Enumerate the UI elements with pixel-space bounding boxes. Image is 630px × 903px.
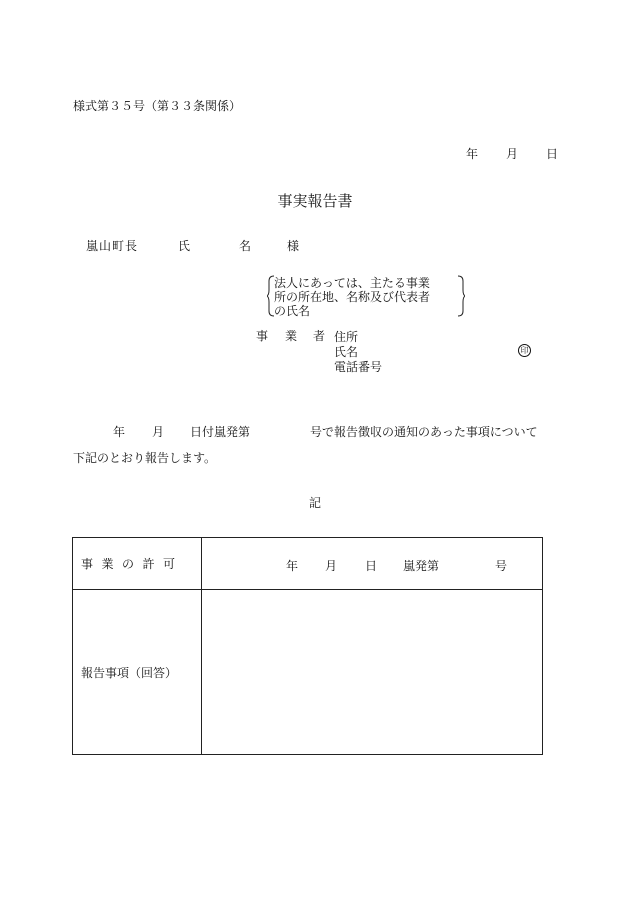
ki-heading: 記 — [308, 496, 321, 510]
addressee-shi: 氏 — [178, 239, 191, 253]
date-month-label: 月 — [506, 147, 519, 161]
body-text-line1 — [73, 426, 559, 440]
addressee-mei: 名 — [239, 239, 252, 253]
body-after-number: 号で報告徴収の通知のあった事項について — [310, 425, 538, 439]
table-row — [73, 538, 543, 590]
permit-month-label: 月 — [325, 559, 338, 573]
corporate-note-line: 所の所在地、名称及び代表者 — [274, 290, 431, 304]
addressee-mayor: 嵐山町長 — [86, 239, 139, 253]
addressee-sama: 様 — [287, 239, 300, 253]
corporate-note-line: 法人にあっては、主たる事業 — [274, 276, 430, 290]
permit-number-label: 号 — [495, 559, 508, 573]
operator-address-label: 住所 — [334, 330, 359, 344]
operator-phone-label: 電話番号 — [334, 360, 383, 374]
table-row — [73, 590, 543, 755]
operator-label-char: 業 — [285, 329, 298, 343]
date-year-label: 年 — [466, 147, 479, 161]
body-month-label: 月 — [152, 425, 165, 439]
operator-label-char: 者 — [313, 329, 326, 343]
report-table — [72, 537, 543, 755]
seal-icon: 印 — [518, 344, 531, 357]
date-day-label: 日 — [546, 147, 559, 161]
corporate-note — [267, 275, 465, 317]
operator-label-char: 事 — [256, 329, 269, 343]
permit-year-label: 年 — [286, 559, 299, 573]
body-date-ref: 日付嵐発第 — [190, 425, 251, 439]
document-title: 事実報告書 — [277, 192, 353, 210]
body-text-line2: 下記のとおり報告します。 — [73, 451, 217, 465]
permit-ref-label: 嵐発第 — [403, 559, 440, 573]
operator-name-label: 氏名 — [334, 345, 359, 359]
form-number: 様式第３５号（第３３条関係） — [73, 99, 242, 113]
permit-label: 事業の許可 — [73, 538, 202, 590]
report-label: 報告事項（回答） — [73, 590, 202, 755]
corporate-note-line: の氏名 — [274, 304, 311, 318]
permit-day-label: 日 — [365, 559, 378, 573]
permit-value — [202, 538, 543, 590]
report-answer-field[interactable] — [202, 590, 543, 755]
operator-fields — [334, 330, 382, 375]
body-year-label: 年 — [113, 425, 126, 439]
